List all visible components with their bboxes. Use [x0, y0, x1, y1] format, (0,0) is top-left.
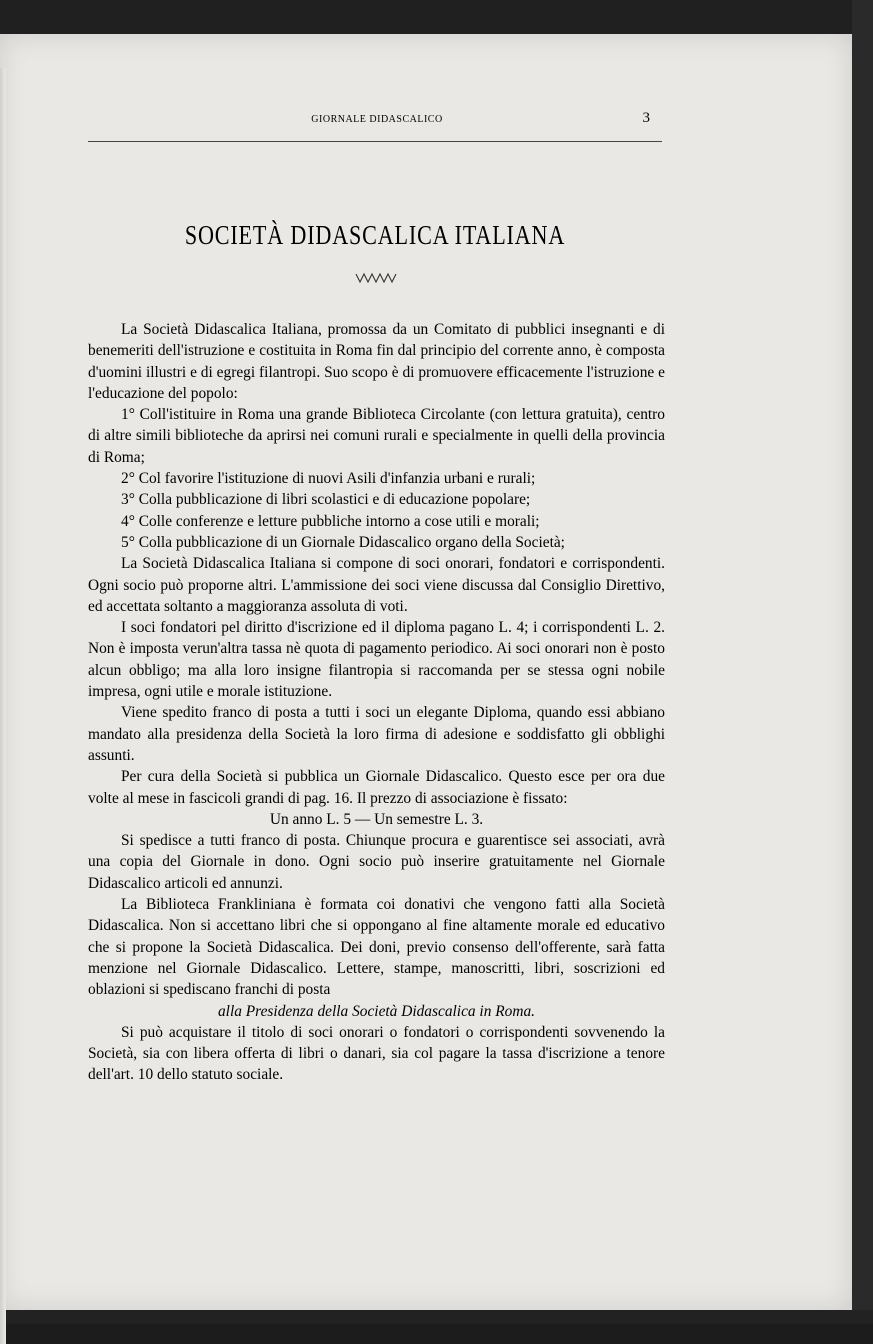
subscription-prices: Un anno L. 5 — Un semestre L. 3.	[88, 809, 665, 830]
paragraph-membership: La Società Didascalica Italiana si compone di soci onorari, fondatori e corrispondenti. Ogni socio può proporne altri. L'ammissione dei soci viene discussa dal Consiglio Direttivo, ed accettata soltanto a maggioranza assoluta di voti.	[88, 553, 665, 617]
page-left-edge	[0, 68, 6, 1344]
running-head: GIORNALE DIDASCALICO	[88, 114, 666, 125]
page-number: 3	[643, 110, 651, 127]
paragraph-shipping: Si spedisce a tutti franco di posta. Chiunque procura e guarentisce sei associati, avrà una copia del Giornale in dono. Ogni socio può inserire gratuitamente nel Giornale Didascalico articoli ed annunzi.	[88, 830, 665, 894]
paragraph-honorary: Si può acquistare il titolo di soci onorari o fondatori o corrispondenti sovvenendo la Società, sia con libera offerta di libri o danari, sia col pagare la tassa d'iscrizione a tenore dell'art. 10 dello statuto sociale.	[88, 1022, 665, 1086]
address-line: alla Presidenza della Società Didascalica in Roma.	[88, 1001, 665, 1022]
paragraph-journal: Per cura della Società si pubblica un Giornale Didascalico. Questo esce per ora due volte al mese in fascicoli grandi di pag. 16. Il prezzo di associazione è fissato:	[88, 766, 665, 809]
paragraph-fees: I soci fondatori pel diritto d'iscrizione ed il diploma pagano L. 4; i corrispondenti L. 2. Non è imposta verun'altra tassa nè quota di pagamento periodico. Ai soci onorari non è posto alcun obbligo; ma alla loro insigne filantropia si raccomanda per se stessa ogni nobile impresa, ogni utile e morale istituzione.	[88, 617, 665, 702]
page-title: SOCIETÀ DIDASCALICA ITALIANA	[140, 220, 611, 251]
paragraph-item-1: 1° Coll'istituire in Roma una grande Biblioteca Circolante (con lettura gratuita), centro di altre simili biblioteche da aprirsi nei comuni rurali e specialmente in quelli della provincia di Roma;	[88, 404, 665, 468]
paragraph-item-5: 5° Colla pubblicazione di un Giornale Didascalico organo della Società;	[88, 532, 665, 553]
paragraph-diploma: Viene spedito franco di posta a tutti i soci un elegante Diploma, quando essi abbiano mandato alla presidenza della Società la loro firma di adesione e soddisfatto gli obblighi assunti.	[88, 702, 665, 766]
paragraph-item-4: 4° Colle conferenze e letture pubbliche intorno a cose utili e morali;	[88, 511, 665, 532]
scan-border-bottom	[0, 1310, 873, 1324]
paragraph-intro: La Società Didascalica Italiana, promossa da un Comitato di pubblici insegnanti e di benemeriti dell'istruzione e costituita in Roma fin dal principio del corrente anno, è composta d'uomini illustri e di egregi filantropi. Suo scopo è di promuovere efficacemente l'istruzione e l'educazione del popolo:	[88, 319, 665, 404]
paragraph-item-3: 3° Colla pubblicazione di libri scolastici e di educazione popolare;	[88, 489, 665, 510]
scan-border-top	[0, 0, 873, 34]
scan-border-right	[852, 0, 873, 1324]
page-header	[88, 110, 666, 132]
paragraph-item-2: 2° Col favorire l'istituzione di nuovi Asili d'infanzia urbani e rurali;	[88, 468, 665, 489]
header-rule	[88, 141, 662, 142]
wavy-ornament-icon	[355, 271, 399, 285]
article-body	[88, 319, 665, 1086]
paragraph-library: La Biblioteca Frankliniana è formata coi donativi che vengono fatti alla Società Didascalica. Non si accettano libri che si oppongano al fine altamente morale ed educativo che si propone la Società Didascalica. Dei doni, previo consenso dell'offerente, sarà fatta menzione nel Giornale Didascalico. Lettere, stampe, manoscritti, libri, soscrizioni ed oblazioni si spediscano franchi di posta	[88, 894, 665, 1000]
